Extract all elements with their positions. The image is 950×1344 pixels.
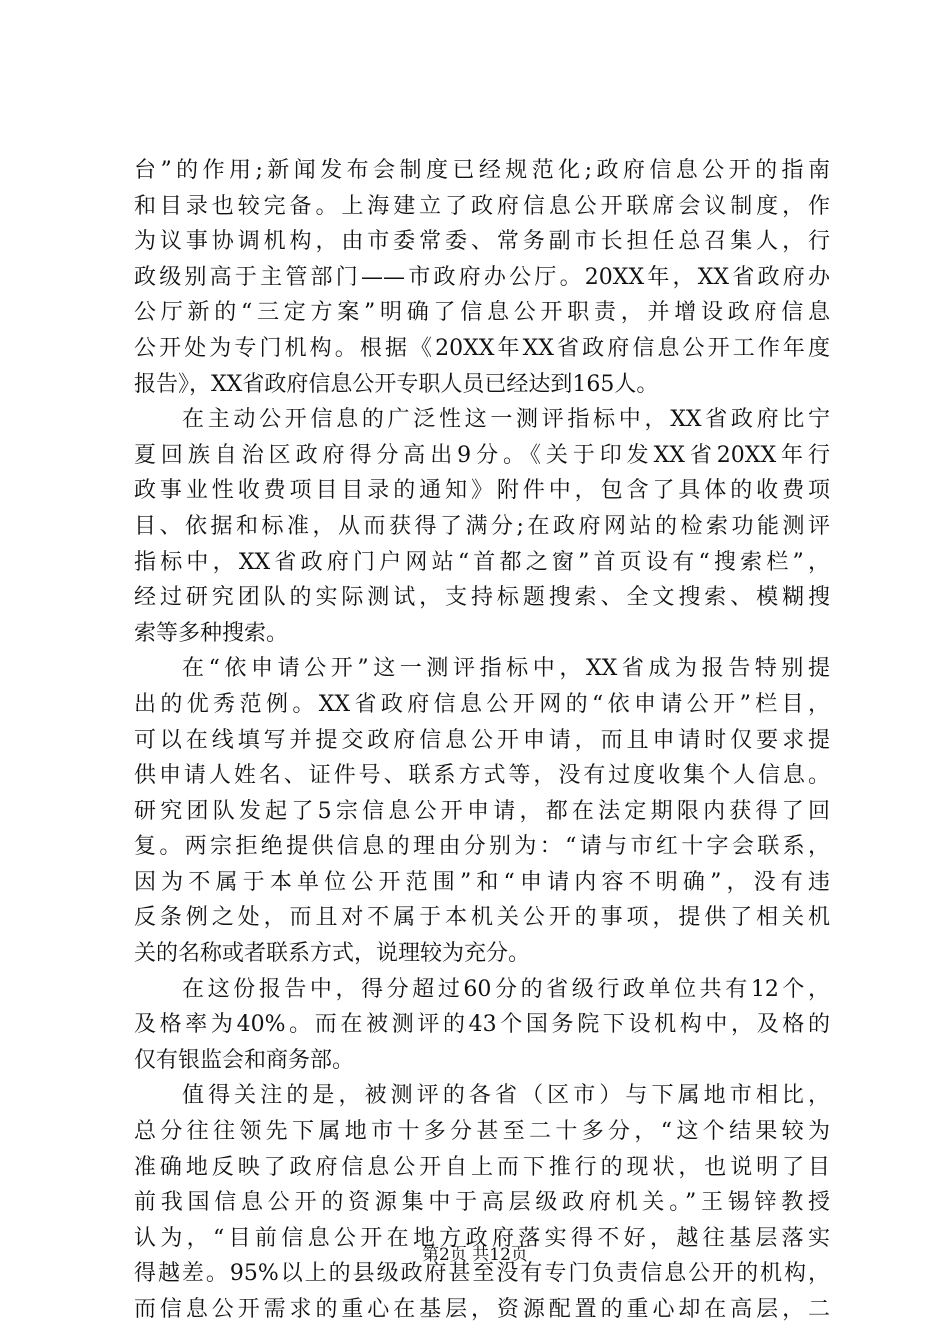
paragraph [134, 651, 830, 971]
page-number-footer: 第2页 共12页 [422, 1245, 528, 1265]
text-line: 在主动公开信息的广泛性这一测评指标中，XX省政府比宁 [182, 407, 830, 433]
text-line: 和目录也较完备。上海建立了政府信息公开联席会议制度，作 [134, 193, 830, 219]
text-line: 夏回族自治区政府得分高出9分。《关于印发XX省20XX年行 [134, 442, 830, 468]
text-line: 公厅新的“三定方案”明确了信息公开职责，并增设政府信息 [134, 300, 830, 326]
text-line: 经过研究团队的实际测试，支持标题搜索、全文搜索、模糊搜 [134, 585, 830, 611]
text-line: 得越差。95%以上的县级政府甚至没有专门负责信息公开的机构， [134, 1261, 830, 1287]
text-line: 准确地反映了政府信息公开自上而下推行的现状，也说明了目 [134, 1154, 830, 1180]
text-line: 公开处为专门机构。根据《20XX年XX省政府信息公开工作年度 [134, 335, 830, 361]
text-line: 仅有银监会和商务部。 [134, 1047, 355, 1073]
text-line: 索等多种搜索。 [134, 620, 289, 646]
text-line: 在这份报告中，得分超过60分的省级行政单位共有12个， [182, 976, 830, 1002]
text-line: 政事业性收费项目目录的通知》附件中，包含了具体的收费项 [134, 478, 830, 504]
text-line: 总分往往领先下属地市十多分甚至二十多分，“这个结果较为 [134, 1119, 830, 1145]
text-line: 而信息公开需求的重心在基层，资源配置的重心却在高层，二 [134, 1297, 830, 1322]
paragraph [134, 972, 830, 1079]
text-line: 目、依据和标准，从而获得了满分;在政府网站的检索功能测评 [134, 513, 830, 539]
text-line: 前我国信息公开的资源集中于高层级政府机关。”王锡锌教授 [134, 1190, 830, 1216]
text-line: 为议事协调机构，由市委常委、常务副市长担任总召集人，行 [134, 229, 830, 255]
text-line: 可以在线填写并提交政府信息公开申请，而且申请时仅要求提 [134, 727, 830, 753]
text-line: 因为不属于本单位公开范围”和“申请内容不明确”，没有违 [134, 869, 830, 895]
paragraph [134, 1078, 830, 1327]
text-line: 复。两宗拒绝提供信息的理由分别为：“请与市红十字会联系， [134, 834, 830, 860]
text-line: 及格率为40%。而在被测评的43个国务院下设机构中，及格的 [134, 1012, 830, 1038]
text-line: 反条例之处，而且对不属于本机关公开的事项，提供了相关机 [134, 905, 830, 931]
paragraph [134, 153, 830, 402]
text-line: 认为，“目前信息公开在地方政府落实得不好，越往基层落实 [134, 1225, 830, 1251]
text-line: 指标中，XX省政府门户网站“首都之窗”首页设有“搜索栏”， [134, 549, 830, 575]
text-line: 台”的作用;新闻发布会制度已经规范化;政府信息公开的指南 [134, 158, 830, 183]
body-text [134, 153, 830, 1328]
text-line: 关的名称或者联系方式，说理较为充分。 [134, 941, 531, 967]
text-line: 供申请人姓名、证件号、联系方式等，没有过度收集个人信息。 [134, 763, 830, 789]
text-line: 在“依申请公开”这一测评指标中，XX省成为报告特别提 [182, 656, 830, 682]
text-line: 研究团队发起了5宗信息公开申请，都在法定期限内获得了回 [134, 798, 830, 824]
text-line: 值得关注的是，被测评的各省（区市）与下属地市相比， [182, 1083, 830, 1109]
text-line: 政级别高于主管部门——市政府办公厅。20XX年，XX省政府办 [134, 264, 830, 290]
text-line: 出的优秀范例。XX省政府信息公开网的“依申请公开”栏目， [134, 691, 830, 717]
text-line: 报告》，XX省政府信息公开专职人员已经达到165人。 [134, 371, 659, 397]
paragraph [134, 402, 830, 651]
